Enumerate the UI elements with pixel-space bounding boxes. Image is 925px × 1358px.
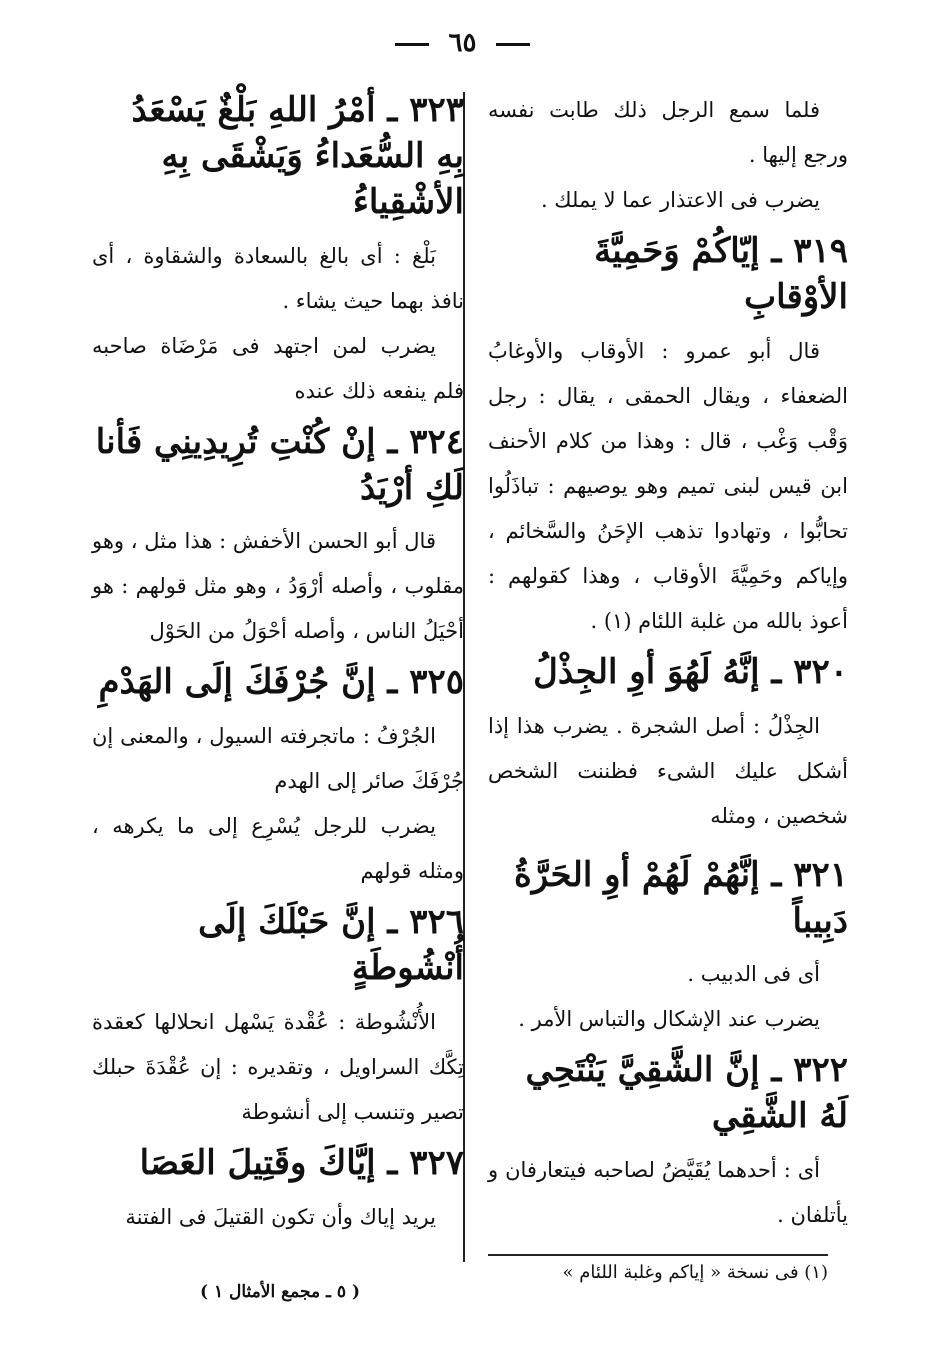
footnote-rule	[488, 1254, 828, 1256]
paragraph: الجِذْلُ : أصل الشجرة . يضرب هذا إذا أشكل عليك الشىء فظننت الشخص شخصين ، ومثله	[488, 713, 848, 828]
proverb-heading: ٣٢٦ ـ إنَّ حَبْلَكَ إلَى أُنْشُوطَةٍ	[198, 902, 464, 989]
paragraph: يضرب عند الإشكال والتباس الأمر .	[518, 1007, 820, 1032]
paragraph: قال أبو عمرو : الأوقاب والأوغابُ الضعفاء ، ويقال الحمقى ، يقال : رجل وَقْب وَغْب ، قال : وهذا من كلام الأحنف ابن قيس لبنى تميم وهو يوصيهم : تباذَلُوا تحابُّوا ، وتهادوا تذهب الإحَنُ والسَّخائم ، وإياكم وحَمِيَّةَ الأوقاب ، وهذا كقولهم : أعوذ بالله من غلبة اللئام (١) .	[488, 338, 848, 633]
proverb-heading: ٣٢٧ ـ إيَّاكَ وقَتِيلَ العَصَا	[139, 1143, 464, 1184]
proverb-heading: ٣٢٤ ـ إنْ كُنْتِ تُرِيدِينِي فَأنا لَكِ أرْيَدُ	[95, 421, 464, 508]
paragraph: الأُنْشُوطة : عُقْدة يَسْهل انحلالها كعقدة تِكَّك السراويل ، وتقديره : إن عُقْدَةَ حبلك تصير وتنسب إلى أنشوطة	[92, 1010, 464, 1125]
paragraph: يريد إياك وأن تكون القتيلَ فى الفتنة	[125, 1205, 436, 1230]
paragraph: أى : أحدهما يُقَيَّضُ لصاحبه فيتعارفان و يأتلفان .	[488, 1158, 848, 1228]
header-dash	[395, 43, 429, 46]
proverb-heading: ٣١٩ ـ إيّاكُمْ وَحَمِيَّةَ الأوْقابِ	[594, 231, 848, 317]
paragraph: أى فى الدبيب .	[687, 962, 820, 987]
header-dash	[496, 43, 530, 46]
proverb-heading: ٣٢٢ ـ إنَّ الشَّقِيَّ يَنْتَحِي لَهُ الشَّقِي	[525, 1050, 848, 1137]
proverb-heading: ٣٢٣ ـ أمْرُ اللهِ بَلْغٌ يَسْعَدُ بِهِ السُّعَداءُ وَيَشْقَى بِهِ الأشْقِياءُ	[131, 90, 464, 222]
paragraph: بَلْغ : أى بالغ بالسعادة والشقاوة ، أى نافذ بهما حيث يشاء .	[92, 243, 464, 313]
page-header	[0, 28, 925, 58]
paragraph: الجُرْفُ : ماتجرفته السيول ، والمعنى إن جُرْفَكَ صائر إلى الهدم	[92, 724, 464, 794]
paragraph: يضرب لمن اجتهد فى مَرْضَاة صاحبه فلم ينفعه ذلك عنده	[92, 333, 464, 403]
footnote: (١) فى نسخة « إياكم وغلبة اللئام »	[562, 1262, 828, 1283]
paragraph: يضرب للرجل يُسْرِع إلى ما يكرهه ، ومثله قولهم	[92, 814, 464, 884]
paragraph: يضرب فى الاعتذار عما لا يملك .	[540, 188, 820, 212]
signature-mark: ( ٥ ـ مجمع الأمثال ١ )	[199, 1282, 360, 1302]
proverb-heading: ٣٢٠ ـ إنَّهُ لَهُوَ أوِ الجِذْلُ	[533, 651, 848, 692]
paragraph: قال أبو الحسن الأخفش : هذا مثل ، وهو مقلوب ، وأصله أرْوَدُ ، وهو مثل قولهم : هو أحْيَلُ الناس ، وأصله أحْوَلُ من الحَوْل	[92, 529, 464, 644]
left-column	[92, 88, 464, 1240]
proverb-heading: ٣٢٥ ـ إنَّ جُرْفَكَ إلَى الهَدْمِ	[98, 662, 464, 703]
page-number: ٦٥	[448, 28, 477, 58]
paragraph: فلما سمع الرجل ذلك طابت نفسه ورجع إليها .	[488, 98, 848, 167]
right-column	[488, 88, 848, 1238]
proverb-heading: ٣٢١ ـ إنَّهُمْ لَهُمْ أوِ الحَرَّةُ دَبِيباً	[513, 854, 848, 941]
